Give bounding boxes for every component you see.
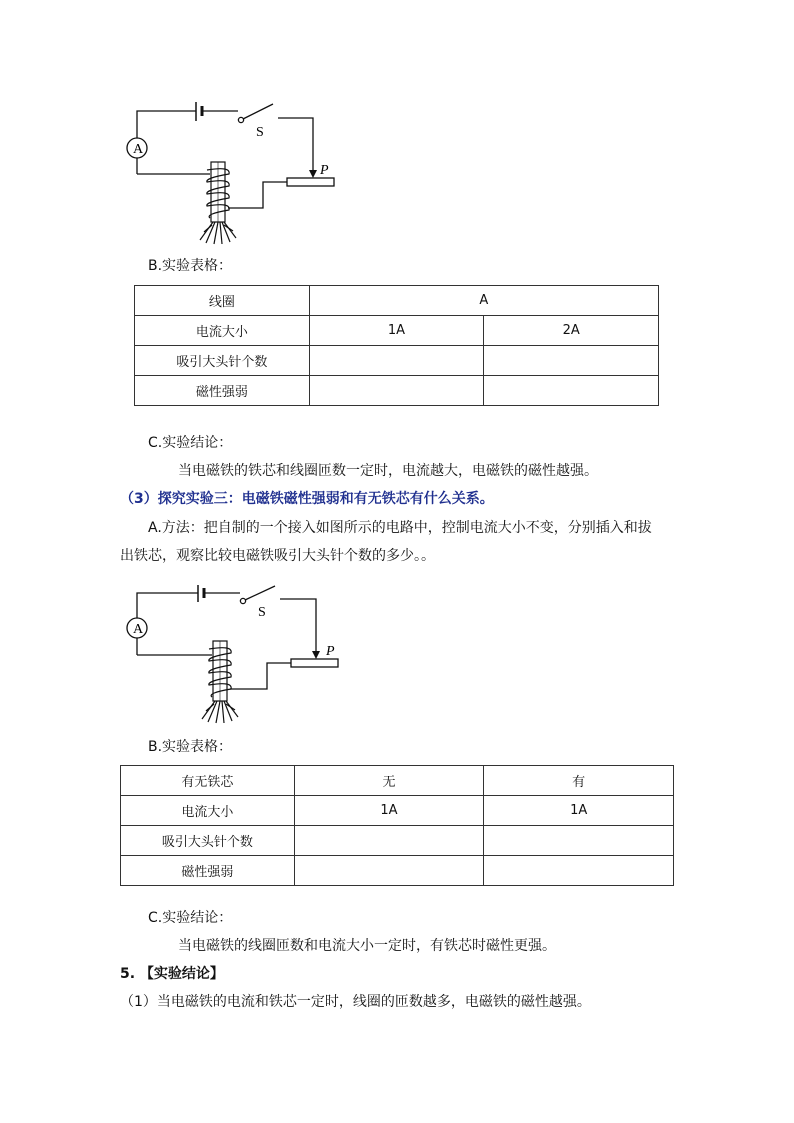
circuit-diagram-2 — [120, 585, 360, 735]
table-cell: 吸引大头针个数 — [135, 346, 310, 376]
table-cell: 有 — [484, 766, 674, 796]
conclusion-text-1: 当电磁铁的铁芯和线圈匝数一定时，电流越大，电磁铁的磁性越强。 — [178, 463, 598, 479]
conclusion-text-2: 当电磁铁的线圈匝数和电流大小一定时，有铁芯时磁性更强。 — [178, 938, 556, 954]
table-cell — [484, 346, 659, 376]
slider-label: P — [320, 163, 329, 178]
experiment-table-1 — [134, 285, 659, 406]
table-row — [135, 286, 659, 316]
table-cell: 磁性强弱 — [121, 856, 295, 886]
slider-label: P — [326, 644, 335, 659]
section3-method-line2: 出铁芯，观察比较电磁铁吸引大头针个数的多少。。 — [120, 548, 435, 564]
table-cell: 1A — [484, 796, 674, 826]
table-cell: 线圈 — [135, 286, 310, 316]
table-cell: 无 — [294, 766, 484, 796]
table-caption-2: B.实验表格： — [148, 739, 233, 755]
circuit-diagram-1 — [120, 100, 360, 250]
table-cell — [309, 346, 484, 376]
ammeter-label: A — [133, 142, 144, 157]
table-cell — [484, 856, 674, 886]
table-cell — [294, 856, 484, 886]
conclusion-label-1: C.实验结论： — [148, 435, 233, 451]
section3-heading: （3）探究实验三：电磁铁磁性强弱和有无铁芯有什么关系。 — [120, 491, 494, 507]
switch-label: S — [258, 605, 266, 620]
table-row — [121, 856, 674, 886]
table-cell: 有无铁芯 — [121, 766, 295, 796]
switch-label: S — [256, 125, 264, 140]
section5-heading: 5. 【实验结论】 — [120, 966, 224, 982]
experiment-table-2 — [120, 765, 674, 886]
table-cell: 电流大小 — [121, 796, 295, 826]
table-row — [135, 346, 659, 376]
electromagnet-icon — [202, 641, 238, 723]
table-cell — [294, 826, 484, 856]
conclusion-label-2: C.实验结论： — [148, 910, 233, 926]
table-cell: 电流大小 — [135, 316, 310, 346]
table-row — [121, 826, 674, 856]
table-caption-1: B.实验表格： — [148, 258, 233, 274]
table-row — [121, 766, 674, 796]
table-cell — [484, 376, 659, 406]
section5-item1: （1）当电磁铁的电流和铁芯一定时，线圈的匝数越多，电磁铁的磁性越强。 — [120, 994, 591, 1010]
table-cell — [309, 376, 484, 406]
table-cell: 1A — [294, 796, 484, 826]
table-cell — [484, 826, 674, 856]
table-cell: 磁性强弱 — [135, 376, 310, 406]
table-row — [135, 376, 659, 406]
table-row — [135, 316, 659, 346]
table-cell: A — [309, 286, 658, 316]
table-cell: 1A — [309, 316, 484, 346]
table-cell: 2A — [484, 316, 659, 346]
section3-method-line1: A.方法：把自制的一个接入如图所示的电路中，控制电流大小不变，分别插入和拔 — [148, 520, 652, 536]
table-row — [121, 796, 674, 826]
ammeter-label: A — [133, 622, 144, 637]
table-cell: 吸引大头针个数 — [121, 826, 295, 856]
